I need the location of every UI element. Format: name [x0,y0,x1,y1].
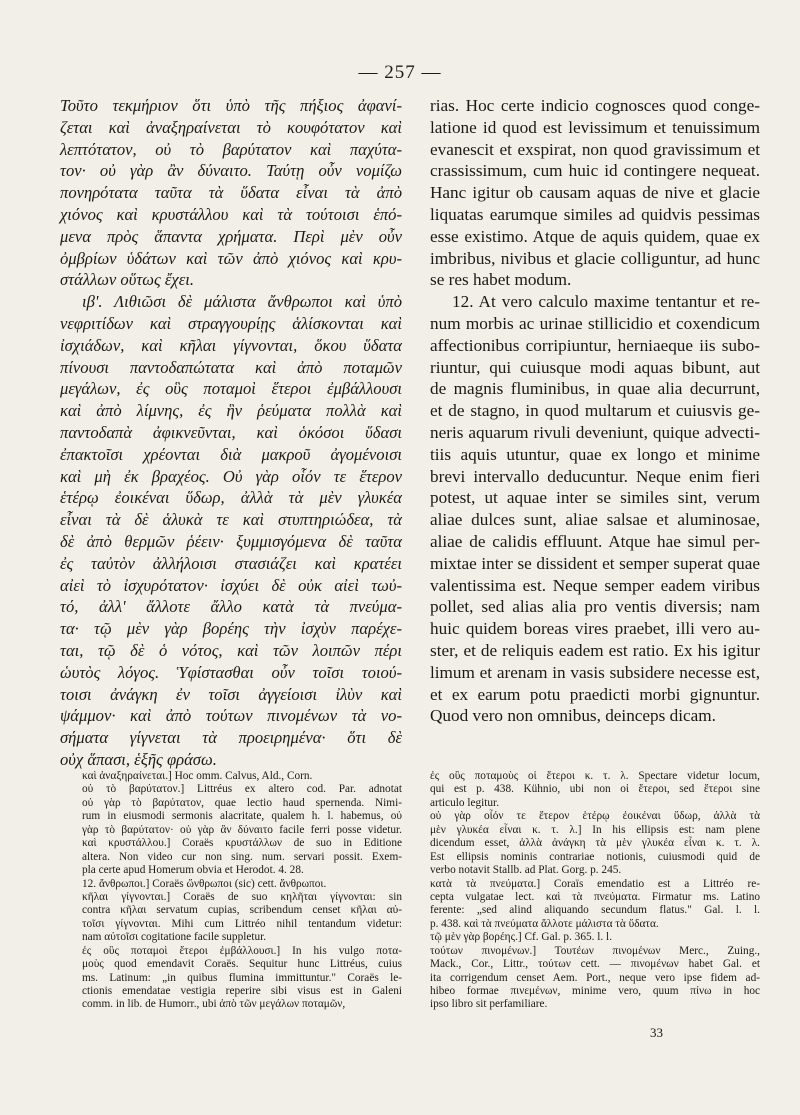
latin-text-line: num morbis ac urinae stillicidio et coxendicum [430,313,760,333]
greek-text-line: τον· οὐ γὰρ ἂν δύναιτο. Ταύτῃ οὖν νομίζω [60,161,402,181]
signature-mark: 33 [650,1025,663,1040]
footnote-line: κῆλαι γίγνονται.] Coraës de suo κηλῆται γίγνονται: sin [82,890,402,903]
greek-text-line: ἐς ταὐτὸν ἀλλήλοισι στασιάζει καὶ κρατέει [60,553,402,573]
latin-text-line: liquatas earumque similes ad quidvis pessimas [430,204,760,224]
page-number: — 257 — [358,62,442,83]
footnote-line: ms. Latinum: „in quibus flumina immittuntur." Coraës le- [82,971,402,984]
latin-text-line: affectionibus corripiuntur, herniaeque iis subo- [430,335,760,355]
footnote-line: ferente: „sed alind aliquando secundum flatus." Gal. l. l. [430,904,760,917]
latin-text-line: ster, et de reliquis eadem est ratio. Ex his igitur [430,640,760,660]
greek-text-line: Τοῦτο τεκμήριον ὅτι ὑπὸ τῆς πήξιος ἀφανί- [60,96,402,115]
latin-text-line: rias. Hoc certe indicio cognosces quod conge- [430,96,760,115]
footnote-line: Est ellipsis nominis contrariae notionis, cuiusmodi quid de [430,850,760,863]
footnote-line: rum in eiusmodi sermonis alacritate, qualem h. l. habemus, οὐ [82,810,402,823]
latin-text-line: et de stagno, in quod multarum et cuiusvis ge- [430,401,760,421]
footnote-line: Mack., Cor., Littr., τούτων cett. — πινομένων habet Gal. et [430,958,760,971]
footnote-line: οὐ γὰρ οἷόν τε ἕτερον ἑτέρῳ ἐοικέναι ὕδωρ, ἀλλὰ τὰ [430,810,760,823]
footnote-line: 12. ἄνθρωποι.] Coraës ὤνθρωποι (sic) cett. ἄνθρωποι. [82,877,327,890]
footnote-line: p. 438. καὶ τὰ πνεύματα ἄλλοτε μάλιστα τὰ ὕδατα. [430,917,659,930]
latin-text-line: de magnis fluminibus, in quae alia decurrunt, [430,379,760,399]
footnote-line: ita corrigendum censet Aem. Port., neque vero ipse fidem ad- [430,971,760,984]
latin-text-line: valentissima est. Neque semper eadem viribus [430,575,760,595]
greek-text-line: αἰεὶ τὸ ἰσχυρότατον· ἰσχύει δὲ οὐκ αἰεὶ τωὐ- [60,575,402,595]
greek-text-line: καὶ ἀπὸ λίμνης, ἐς ἣν ῥεύματα πολλὰ καὶ [60,401,402,421]
latin-text-line: aliae dulces sunt, aliae salsae et aluminosae, [430,510,760,530]
greek-text-line: ζεται καὶ ἀναξηραίνεται τὸ κουφότατον καὶ [60,117,402,137]
latin-text-line: pollet, sed alias alia pro ventis diversis; nam [430,597,760,617]
greek-text-line: δὲ ἀπὸ θερμῶν ῥέειν· ξυμμισγόμενα δὲ ταῦτα [60,531,402,551]
footnotes-left [82,770,402,1012]
greek-text-line: τα· τῷ μὲν γὰρ βορέης τὴν ἰσχὺν παρέχε- [60,619,402,639]
greek-text-line: ψάμμον· καὶ ἀπὸ τούτων πινομένων τὰ νο- [60,706,402,726]
greek-text-line: μενα πρὸς ἅπαντα χρήματα. Περὶ μὲν οὖν [60,226,402,246]
footnote-line: altera. Non video cur non sing. num. servari possit. Exem- [82,850,402,863]
greek-text-line: ὡυτὸς λόγος. Ὑφίστασθαι οὖν τοῖσι τοιού- [60,662,402,682]
latin-text-line: tiis aquis utuntur, quae ex longo et minime [430,444,760,464]
greek-text-line: ἑτέρῳ ἐοικέναι ὕδωρ, ἀλλὰ τὰ μὲν γλυκέα [60,488,402,508]
footnote-line: μὲν γλυκέα εἶναι κ. τ. λ.] In his ellipsis est: nam plene [430,823,760,836]
footnote-line: ctionis emendatae vestigia reperire sibi visus est in Galeni [82,985,402,997]
greek-text-line: καὶ μὴ ἐκ βραχέος. Οὐ γὰρ οἷόν τε ἕτερον [60,466,402,486]
footnote-line: ipso libro sit perfamiliare. [430,998,548,1011]
footnote-line: nam αὐτοῖσι cogitatione facile suppletur. [82,931,267,944]
greek-text-column [60,95,402,771]
greek-text-line: τό, ἀλλ' ἄλλοτε ἄλλο κατὰ τὰ πνεύμα- [60,597,402,617]
greek-text-line: χιόνος καὶ κρυστάλλου καὶ τὰ τούτοισι ἑπό- [60,204,402,224]
footnote-line: μοὺς quod emendavit Coraës. Sequitur hunc Littréus, cuius [82,958,402,971]
footnote-line: ἐς οὓς ποταμοὺς οἱ ἕτεροι κ. τ. λ. Spectare videtur locum, [430,770,760,782]
footnote-line: cepta vulgatae lect. καὶ τὰ πνεύματα. Firmatur ms. Latino [430,890,760,903]
footnote-line: comm. in lib. de Humorr., ubi ἀπὸ τῶν μεγάλων ποταμῶν, [82,998,346,1011]
latin-text-line: aliae de calidis effluunt. Atque hae simul per- [430,531,760,551]
latin-text-line: huic quidem boreas vires praebet, illi vero au- [430,619,760,639]
footnote-line: contra κῆλαι servatum cupias, scribendum censet κῆλαι αὐ- [82,904,402,917]
latin-text-line: se res habet modum. [430,270,572,290]
footnote-line: τούτων πινομένων.] Τουτέων πινομένων Merc., Zuing., [430,944,760,957]
latin-text-line: potest, ut aquae inter se similes sint, verum [430,488,760,508]
latin-text-line: crassissimum, cum huic id contingere nequeat. [430,161,760,181]
footnote-line: τοῖσι γίγνονται. Mihi cum Littréo nihil tentandum videtur: [82,917,402,930]
latin-text-line: Hanc igitur ob causam aquas de nive et glacie [430,183,760,203]
latin-text-line: 12. At vero calculo maxime tentantur et re- [452,292,760,312]
latin-text-line: esse existimo. Atque de aquis quidem, quae ex [430,226,760,246]
greek-text-line: ἐπακτοῖσι χρέονται διὰ μακροῦ ἀγομένοισι [60,444,402,464]
greek-text-line: στάλλων οὕτως ἔχει. [60,270,195,290]
greek-text-line: μεγάλων, ἐς οὓς ποταμοὶ ἕτεροι ἐμβάλλουσι [60,379,402,399]
latin-text-line: limum et arenam in vasis subsidere necesse est, [430,662,760,682]
footnote-line: τῷ μὲν γὰρ βορέης.] Cf. Gal. p. 365. l. l. [430,931,613,944]
greek-text-line: ἰσχιάδων, καὶ κῆλαι γίγνονται, ὅκου ὕδατα [60,335,402,355]
latin-text-line: mixtae inter se dissident et semper superat quae [430,553,760,573]
latin-text-line: et ex earum potu praedicti morbi gignuntur. [430,684,760,704]
footnote-line: οὐ γὰρ τὸ βαρύτατον, quae lectio haud spernenda. Nimi- [82,796,402,809]
greek-text-line: πονηρότατα ταῦτα τὰ ὕδατα εἶναι τὰ ἀπὸ [60,183,402,203]
greek-text-line: σήματα γίγνεται τὰ προειρημένα· ὅτι δὲ [60,728,402,748]
footnote-line: pla certe apud Homerum obvia et Herodot. 4. 28. [82,864,304,877]
greek-text-line: νεφριτίδων καὶ στραγγουρίῃς ἁλίσκονται καὶ [60,313,402,333]
footnote-line: καὶ ἀναξηραίνεται.] Hoc omm. Calvus, Ald., Corn. [82,770,313,782]
footnote-line: γὰρ τὸ βαρύτατον· οὐ γὰρ ἂν δύναιτο facile ferri posse videtur. [82,823,402,836]
latin-text-line: evanescit et exspirat, non quod gravissimum et [430,139,760,159]
footnote-line: dicendum esset, ἀλλὰ ἀνάγκη τὰ μὲν γλυκέα εἶναι κ. τ. λ. [430,837,760,850]
latin-text-line: neris aquarum rivuli deveniunt, quique advecti- [430,422,760,442]
latin-text-line: brevi intervallo deducuntur. Neque enim fieri [430,466,760,486]
latin-text-line: imbribus, nivibus et glacie colliguntur, ad hunc [430,248,760,268]
greek-text-line: ιβ'. Λιθιῶσι δὲ μάλιστα ἄνθρωποι καὶ ὑπὸ [82,292,402,312]
latin-text-line: Quod vero non omnibus, deinceps dicam. [430,706,716,726]
greek-text-line: οὐχ ἅπασι, ἑξῆς φράσω. [60,749,217,769]
footnote-line: κατὰ τὰ πνεύματα.] Coraïs emendatio est a Littréo re- [430,877,760,890]
greek-text-line: ὀμβρίων ὑδάτων καὶ τῶν ἀπὸ χιόνος καὶ κρυ- [60,248,402,268]
footnote-line: καὶ κρυστάλλου.] Coraës κρυστάλλων de suo in Editione [82,837,402,850]
footnote-line: ἐς οὓς ποταμοὶ ἕτεροι ἐμβάλλουσι.] In his vulgo ποτα- [82,944,402,957]
greek-text-line: εἶναι τὰ δὲ ἁλυκὰ τε καὶ στυπτηριώδεα, τὰ [60,510,402,530]
latin-text-line: riuntur, qui cuiusque modi aquas bibunt, aut [430,357,760,377]
footnote-line: articulo legitur. [430,796,500,809]
latin-text-column [430,95,760,727]
footnotes-right [430,770,760,1012]
latin-text-line: latione id quod est levissimum et tenuissimum [430,117,760,137]
greek-text-line: τοισι ἀνάγκη ἐν τοῖσι ἀγγείοισι ἰλὺν καὶ [60,684,402,704]
greek-text-line: λεπτότατον, οὐ τὸ βαρύτατον καὶ παχύτα- [60,139,402,159]
footnote-line: qui est p. 438. Kühnio, ubi non οἱ ἕτεροι, sed ἕτεροι sine [430,783,760,796]
footnote-line: verbo notavit Stallb. ad Plat. Gorg. p. 245. [430,864,622,877]
greek-text-line: πίνουσι παντοδαπώτατα καὶ ἀπὸ ποταμῶν [60,357,402,377]
footnote-line: hibeo formae πινεμένων, minime vero, quum πίνω in hoc [430,985,760,997]
greek-text-line: παντοδαπὰ ἀφικνεῦνται, καὶ ὁκόσοι ὕδασι [60,422,402,442]
greek-text-line: ται, τῷ δὲ ὁ νότος, καὶ τῶν λοιπῶν πέρι [60,640,402,660]
footnote-line: οὐ τὸ βαρύτατον.] Littréus ex altero cod. Par. adnotat [82,783,402,796]
